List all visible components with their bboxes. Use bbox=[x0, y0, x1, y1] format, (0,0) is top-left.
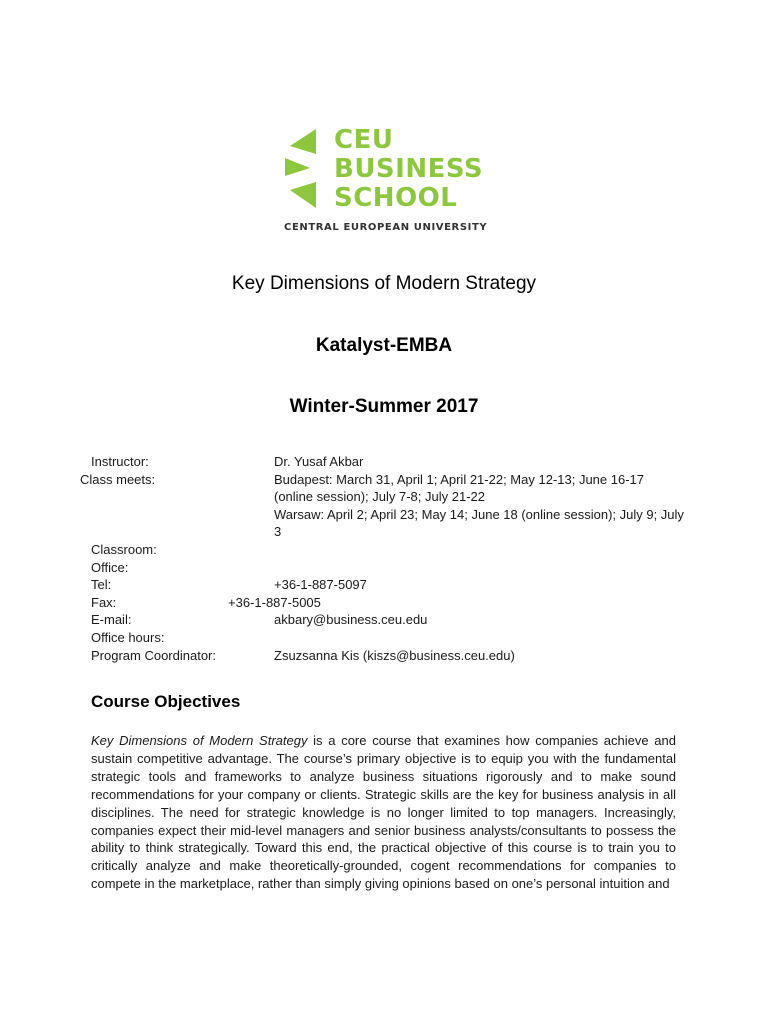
course-title: Key Dimensions of Modern Strategy bbox=[231, 273, 537, 294]
email-value[interactable]: akbary@business.ceu.edu bbox=[274, 612, 428, 628]
course-objectives-paragraph bbox=[91, 732, 676, 893]
logo-subtitle: CENTRAL EUROPEAN UNIVERSITY bbox=[284, 222, 488, 233]
coordinator-value: Zsuzsanna Kis (kiszs@business.ceu.edu) bbox=[274, 647, 515, 663]
classroom-label: Classroom: bbox=[91, 542, 157, 557]
logo-arrow-marks-icon bbox=[280, 126, 334, 216]
class-meets-warsaw: Warsaw: April 2; April 23; May 14; June 18 (online session); July 9; July 3 bbox=[274, 506, 684, 540]
tel-value: +36-1-887-5097 bbox=[274, 577, 367, 593]
coordinator-label: Program Coordinator: bbox=[91, 647, 216, 663]
term: Winter-Summer 2017 bbox=[289, 396, 479, 417]
course-objectives-body: is a core course that examines how companies achieve and sustain competitive advantage. The course’s primary objective is to equip you with the fundamental strategic tools and frameworks to analyze business situations rigorously and to make sound recommendations for your company or clients. Strategic skills are the key for business analysis in all disciplines. The need for strategic knowledge is no longer limited to top managers. Increasingly, companies expect their mid-level managers and senior business analysts/consultants to possess the ability to think strategically. Toward this end, the practical objective of this course is to train you to critically analyze and make theoretically-grounded, cogent recommendations for companies to compete in the marketplace, rather than simply giving opinions based on one’s personal intuition and bbox=[91, 733, 676, 892]
course-name-italic: Key Dimensions of Modern Strategy bbox=[91, 733, 308, 748]
instructor-value: Dr. Yusaf Akbar bbox=[274, 454, 364, 469]
class-meets-budapest: Budapest: March 31, April 1; April 21-22; May 12-13; June 16-17 (online session); July 7-8; July 21-22 bbox=[274, 471, 644, 505]
instructor-label: Instructor: bbox=[91, 454, 149, 469]
fax-value: +36-1-887-5005 bbox=[228, 594, 321, 610]
tel-label: Tel: bbox=[91, 577, 112, 593]
logo-word-business: BUSINESS bbox=[334, 154, 484, 184]
email-label: E-mail: bbox=[91, 612, 132, 628]
class-meets-label: Class meets: bbox=[80, 471, 156, 487]
ceu-business-school-logo bbox=[280, 126, 490, 236]
program-name: Katalyst-EMBA bbox=[315, 335, 453, 356]
logo-word-school: SCHOOL bbox=[334, 183, 458, 213]
class-meets-value bbox=[274, 471, 684, 541]
office-hours-label: Office hours: bbox=[91, 630, 165, 645]
course-objectives-heading: Course Objectives bbox=[91, 692, 241, 711]
fax-label: Fax: bbox=[91, 594, 117, 610]
office-label: Office: bbox=[91, 559, 129, 575]
logo-word-ceu: CEU bbox=[334, 125, 394, 155]
